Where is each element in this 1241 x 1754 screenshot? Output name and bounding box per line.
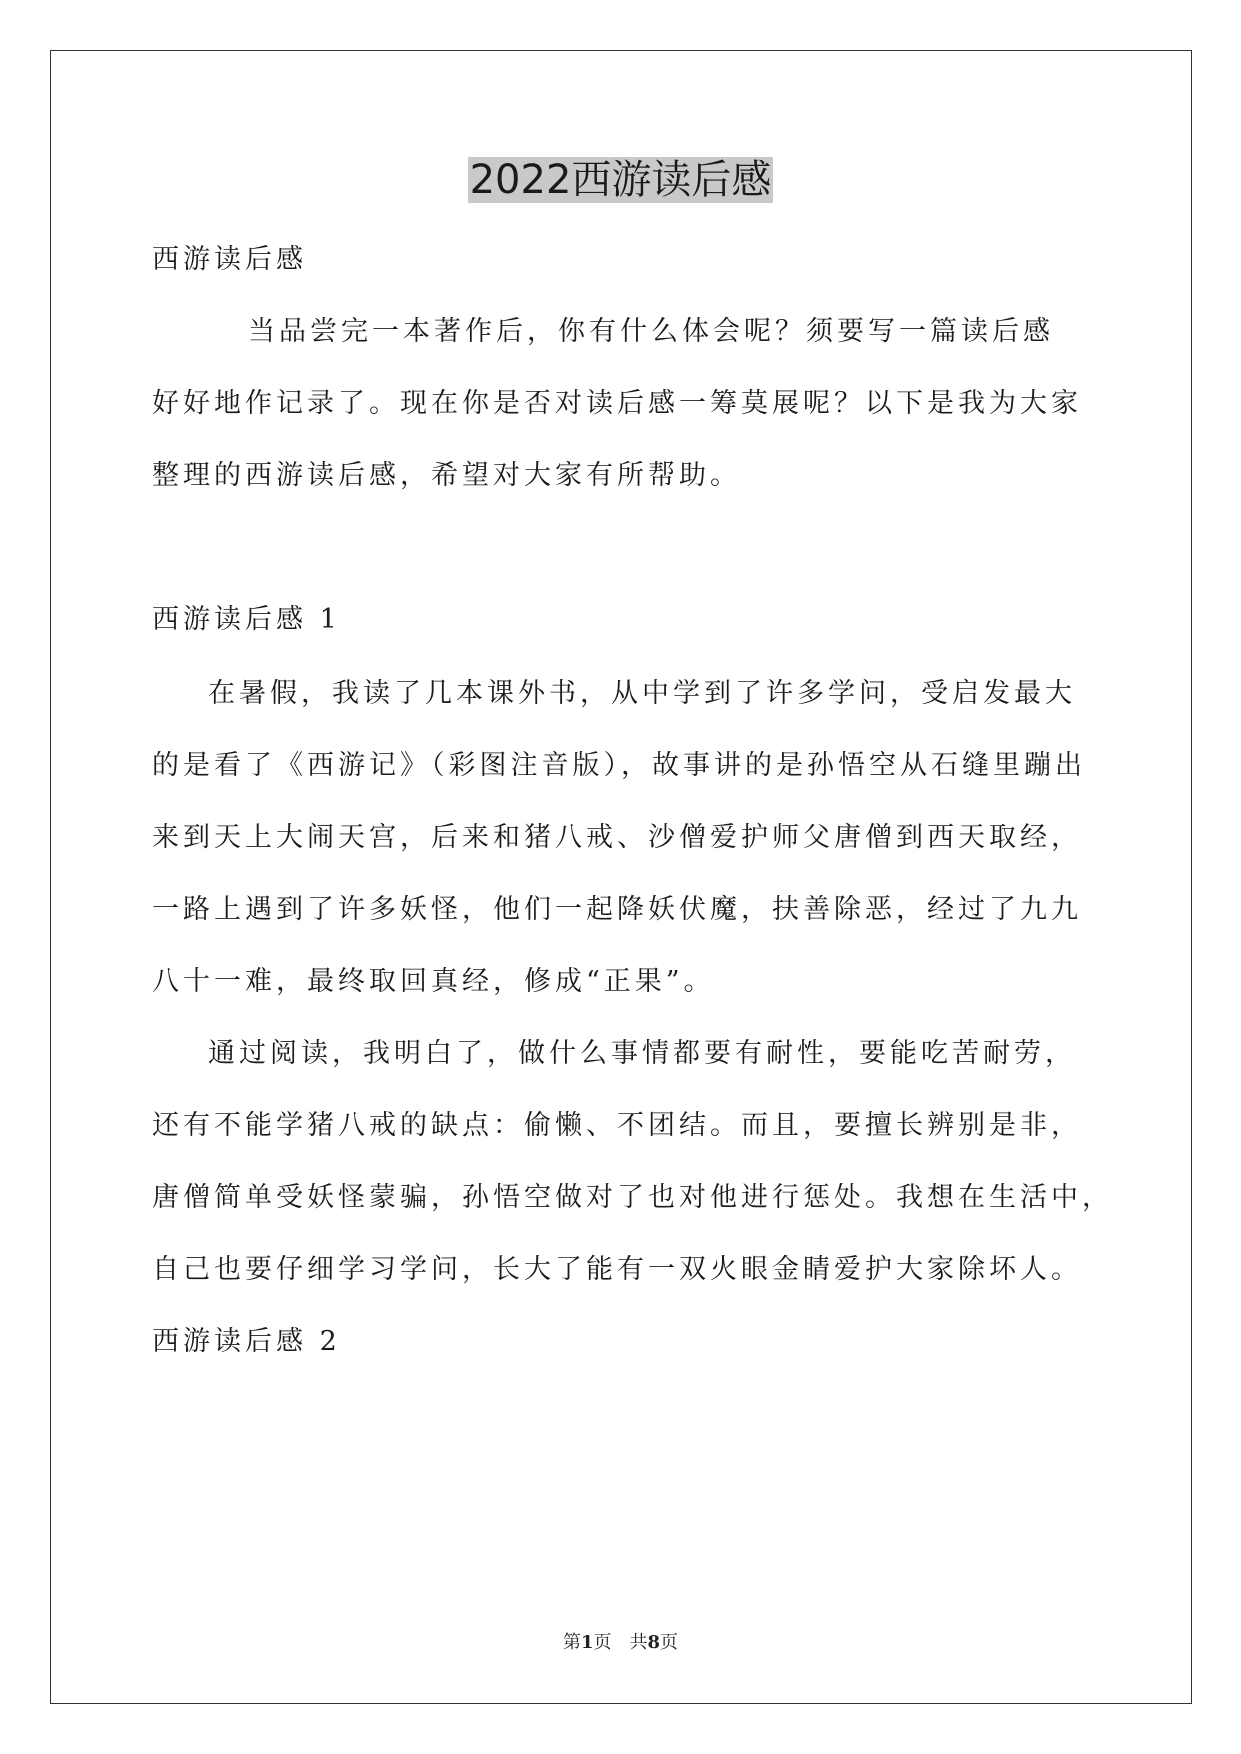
document-title-text: 2022西游读后感 — [469, 157, 772, 203]
footer-page-current: 1 — [580, 1632, 594, 1653]
section1-para2-line: 自己也要仔细学习学问，长大了能有一双火眼金睛爱护大家除坏人。 — [152, 1254, 1082, 1285]
section1-para1-line: 八十一难，最终取回真经，修成“正果”。 — [152, 966, 715, 997]
footer-prefix: 第 — [562, 1632, 581, 1653]
section-heading-1: 西游读后感 1 — [152, 604, 341, 635]
section1-para2-line: 通过阅读，我明白了，做什么事情都要有耐性，要能吃苦耐劳， — [208, 1038, 1076, 1069]
footer-suffix: 页 — [660, 1632, 679, 1653]
section1-para1-line: 在暑假，我读了几本课外书，从中学到了许多学问，受启发最大 — [208, 678, 1076, 709]
section1-para1-line: 一路上遇到了许多妖怪，他们一起降妖伏魔，扶善除恶，经过了九九 — [152, 894, 1082, 925]
section1-para2-line: 唐僧简单受妖怪蒙骗，孙悟空做对了也对他进行惩处。我想在生活中， — [152, 1182, 1113, 1213]
page-footer — [0, 1628, 1241, 1654]
section-heading-2: 西游读后感 2 — [152, 1326, 341, 1357]
page-border — [50, 50, 1192, 1704]
section1-para2-line: 还有不能学猪八戒的缺点：偷懒、不团结。而且，要擅长辨别是非， — [152, 1110, 1082, 1141]
intro-heading: 西游读后感 — [152, 244, 307, 275]
intro-line: 当品尝完一本著作后，你有什么体会呢？须要写一篇读后感 — [248, 316, 1054, 347]
intro-line: 整理的西游读后感，希望对大家有所帮助。 — [152, 460, 741, 491]
document-title — [0, 152, 1241, 208]
intro-line: 好好地作记录了。现在你是否对读后感一筹莫展呢？以下是我为大家 — [152, 388, 1082, 419]
footer-mid: 页 共 — [593, 1632, 648, 1653]
section1-para1-line: 的是看了《西游记》（彩图注音版），故事讲的是孙悟空从石缝里蹦出 — [152, 750, 1086, 781]
footer-page-total: 8 — [647, 1632, 661, 1653]
section1-para1-line: 来到天上大闹天宫，后来和猪八戒、沙僧爱护师父唐僧到西天取经， — [152, 822, 1082, 853]
